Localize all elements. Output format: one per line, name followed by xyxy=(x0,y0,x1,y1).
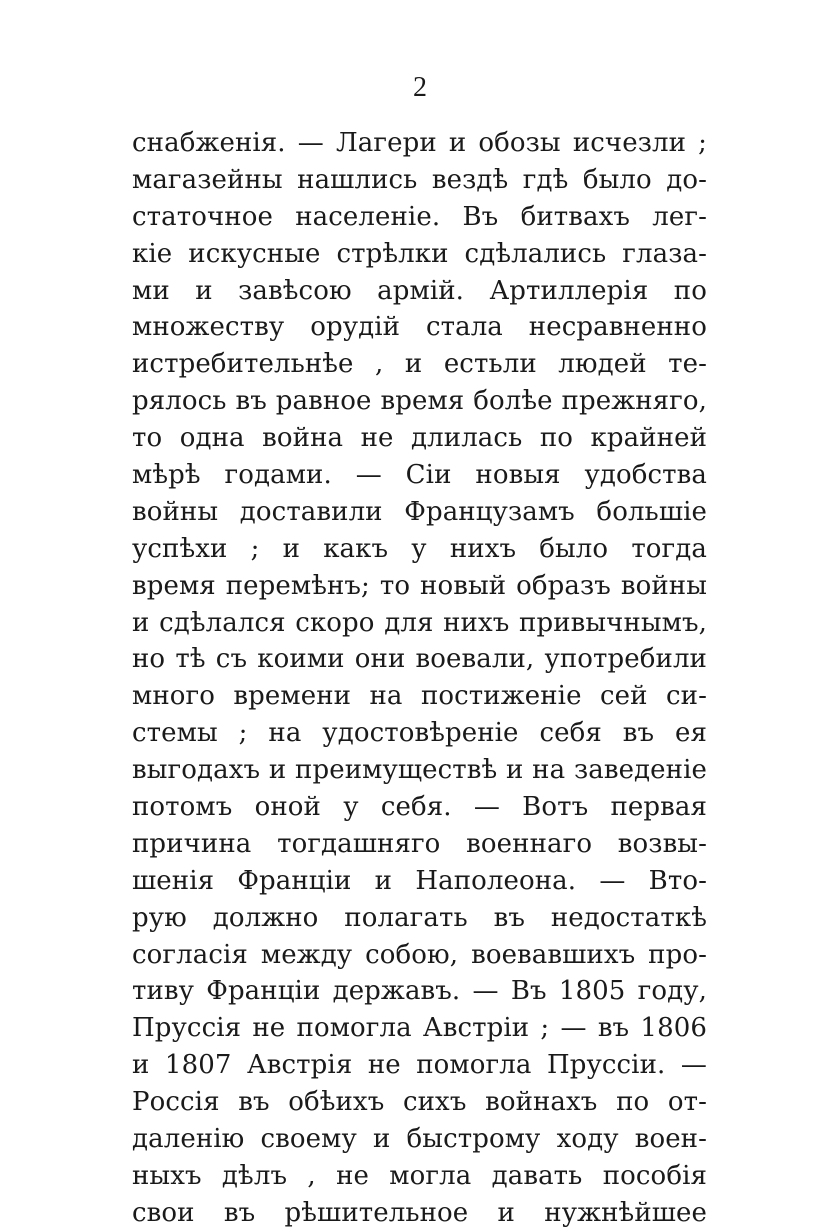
text-line: выгодахъ и преимуществѣ и на заведеніе xyxy=(132,755,707,786)
text-line: потомъ оной у себя. — Вотъ первая xyxy=(132,792,707,823)
text-line: рую должно полагать въ недостаткѣ xyxy=(132,902,707,933)
text-line: рялось въ равное время болѣе прежняго, xyxy=(132,386,707,417)
text-line: много времени на постиженіе сей си- xyxy=(132,681,707,712)
text-line: время перемѣнъ; то новый образъ войны xyxy=(132,570,707,601)
text-line: ныхъ дѣлъ , не могла давать пособія xyxy=(132,1160,707,1191)
text-line: и сдѣлался скоро для нихъ привычнымъ, xyxy=(132,607,707,638)
text-line: даленію своему и быстрому ходу воен- xyxy=(132,1124,707,1155)
text-line: шенія Франціи и Наполеона. — Вто- xyxy=(132,865,707,896)
text-line: но тѣ съ коими они воевали, употребили xyxy=(132,644,707,675)
text-line: Россія въ обѣихъ сихъ войнахъ по от- xyxy=(132,1087,707,1118)
text-line: Пруссія не помогла Австріи ; — въ 1806 xyxy=(132,1013,707,1044)
text-line: войны доставили Французамъ большіе xyxy=(132,496,707,527)
body-text xyxy=(132,125,707,1232)
page-number: 2 xyxy=(413,72,427,103)
text-line: стемы ; на удостовѣреніе себя въ ея xyxy=(132,718,707,749)
text-line: причина тогдашняго военнаго возвы- xyxy=(132,828,707,859)
text-line: кіе искусные стрѣлки сдѣлались глаза- xyxy=(132,238,707,269)
text-line: снабженія. — Лагери и обозы исчезли ; xyxy=(132,128,707,158)
text-line: множеству орудій стала несравненно xyxy=(132,312,707,343)
text-line: свои въ рѣшительное и нужнѣйшее xyxy=(132,1197,707,1228)
text-line: магазейны нашлись вездѣ гдѣ было до- xyxy=(132,164,707,195)
text-line: истребительнѣе , и естьли людей те- xyxy=(132,349,707,380)
text-line: статочное населеніе. Въ битвахъ лег- xyxy=(132,201,707,232)
text-line: тиву Франціи державъ. — Въ 1805 году, xyxy=(132,976,707,1007)
text-line: мѣрѣ годами. — Сіи новыя удобства xyxy=(132,460,707,491)
text-line: согласія между собою, воевавшихъ про- xyxy=(132,939,707,970)
text-line: и 1807 Австрія не помогла Пруссіи. — xyxy=(132,1050,707,1081)
text-line: успѣхи ; и какъ у нихъ было тогда xyxy=(132,533,707,564)
text-line: то одна война не длилась по крайней xyxy=(132,423,707,454)
text-line: ми и завѣсою армій. Артиллерія по xyxy=(132,275,707,306)
